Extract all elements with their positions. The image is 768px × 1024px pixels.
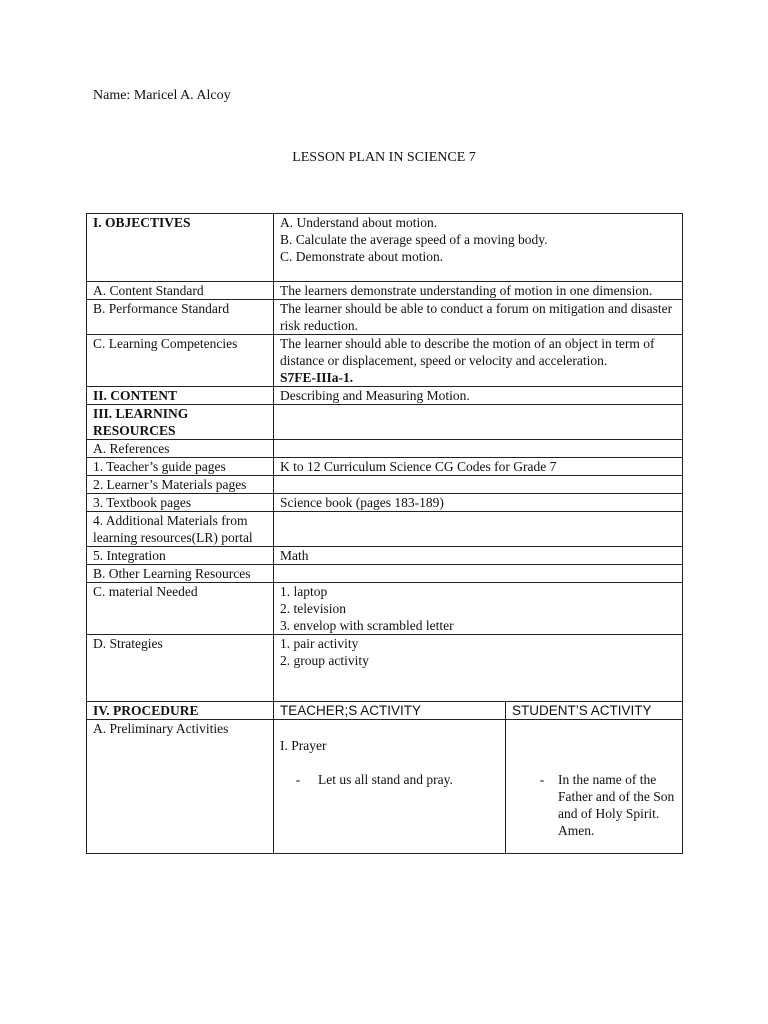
objectives-list: [274, 214, 683, 282]
performance-standard-row: [87, 300, 683, 335]
material-needed-row: [87, 583, 683, 635]
preliminary-label: A. Preliminary Activities: [87, 720, 274, 854]
objectives-row: [87, 214, 683, 282]
material-item: 3. envelop with scrambled letter: [280, 618, 454, 633]
content-label: II. CONTENT: [87, 387, 274, 405]
document-title: LESSON PLAN IN SCIENCE 7: [292, 150, 476, 165]
dash-bullet: -: [295, 772, 301, 787]
content-row: [87, 387, 683, 405]
objective-item: C. Demonstrate about motion.: [280, 249, 444, 264]
objective-item: A. Understand about motion.: [280, 215, 438, 230]
lesson-plan-table: [86, 213, 683, 854]
teachers-guide-label: 1. Teacher’s guide pages: [87, 458, 274, 476]
additional-materials-label: 4. Additional Materials from learning resources(LR) portal: [87, 512, 274, 547]
performance-standard-value: The learner should be able to conduct a forum on mitigation and disaster risk reduction.: [274, 300, 683, 335]
student-name: Name: Maricel A. Alcoy: [93, 88, 231, 103]
teachers-guide-row: [87, 458, 683, 476]
objective-item: B. Calculate the average speed of a moving body.: [280, 232, 548, 247]
objectives-label: I. OBJECTIVES: [87, 214, 274, 282]
competency-code: S7FE-IIIa-1.: [280, 370, 354, 385]
procedure-label: IV. PROCEDURE: [87, 702, 274, 720]
student-activity-header: STUDENT’S ACTIVITY: [506, 702, 683, 720]
learning-resources-row: [87, 405, 683, 440]
learning-competencies-row: [87, 335, 683, 387]
content-standard-label: A. Content Standard: [87, 282, 274, 300]
empty-cell: [274, 512, 683, 547]
empty-cell: [274, 565, 683, 583]
dash-bullet: -: [539, 772, 545, 787]
content-standard-value: The learners demonstrate understanding of motion in one dimension.: [274, 282, 683, 300]
textbook-value: Science book (pages 183-189): [274, 494, 683, 512]
learners-materials-row: [87, 476, 683, 494]
content-standard-row: [87, 282, 683, 300]
references-label: A. References: [87, 440, 274, 458]
preliminary-row: [87, 720, 683, 854]
teacher-prayer-line: Let us all stand and pray.: [318, 772, 453, 787]
content-value: Describing and Measuring Motion.: [274, 387, 683, 405]
integration-row: [87, 547, 683, 565]
student-prayer-line: In the name of the Father and of the Son and of Holy Spirit.: [558, 772, 675, 821]
material-item: 1. laptop: [280, 584, 328, 599]
empty-cell: [274, 440, 683, 458]
textbook-label: 3. Textbook pages: [87, 494, 274, 512]
material-needed-list: [274, 583, 683, 635]
learners-materials-label: 2. Learner’s Materials pages: [87, 476, 274, 494]
strategies-list: [274, 635, 683, 702]
performance-standard-label: B. Performance Standard: [87, 300, 274, 335]
strategy-item: 1. pair activity: [280, 636, 359, 651]
other-resources-label: B. Other Learning Resources: [87, 565, 274, 583]
strategies-label: D. Strategies: [87, 635, 274, 702]
student-amen: Amen.: [558, 823, 595, 838]
references-row: [87, 440, 683, 458]
strategies-row: [87, 635, 683, 702]
other-resources-row: [87, 565, 683, 583]
learning-competencies-label: C. Learning Competencies: [87, 335, 274, 387]
empty-cell: [274, 476, 683, 494]
teacher-prayer: I. Prayer: [280, 738, 327, 753]
learning-competencies-value: The learner should able to describe the motion of an object in term of distance or displacement, speed or velocity and acceleration.: [280, 336, 655, 368]
learning-resources-label: III. LEARNING RESOURCES: [87, 405, 274, 440]
strategy-item: 2. group activity: [280, 653, 369, 668]
textbook-row: [87, 494, 683, 512]
procedure-header-row: [87, 702, 683, 720]
teacher-activity-header: TEACHER;S ACTIVITY: [274, 702, 506, 720]
integration-label: 5. Integration: [87, 547, 274, 565]
integration-value: Math: [274, 547, 683, 565]
student-activity-cell: [506, 720, 683, 854]
empty-cell: [274, 405, 683, 440]
material-item: 2. television: [280, 601, 346, 616]
learning-competencies-cell: [274, 335, 683, 387]
teacher-activity-cell: [274, 720, 506, 854]
material-needed-label: C. material Needed: [87, 583, 274, 635]
teachers-guide-value: K to 12 Curriculum Science CG Codes for Grade 7: [274, 458, 683, 476]
additional-materials-row: [87, 512, 683, 547]
